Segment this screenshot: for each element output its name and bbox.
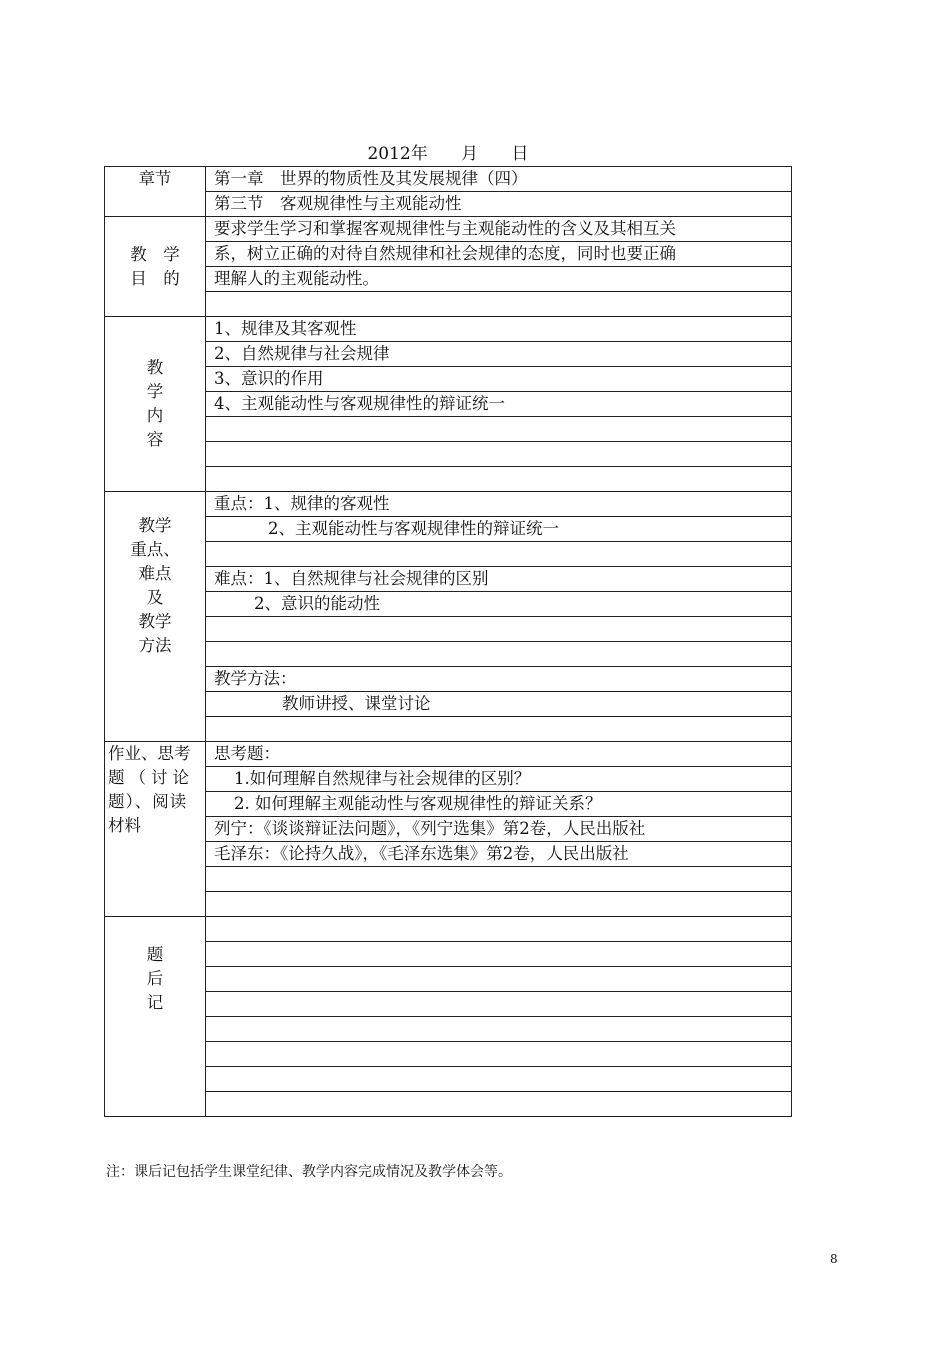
section-line: 第三节 客观规律性与主观能动性	[206, 192, 792, 217]
objective-line	[206, 292, 792, 317]
homework-line: 1.如何理解自然规律与社会规律的区别？	[206, 767, 792, 792]
postscript-line	[206, 942, 792, 967]
chapter-line: 第一章 世界的物质性及其发展规律（四）	[206, 167, 792, 192]
lesson-date	[104, 142, 792, 166]
keypoints-label-line: 教学	[138, 612, 172, 631]
homework-label-line: 题（讨论	[108, 768, 194, 787]
homework-label-line: 题）、阅读	[108, 792, 188, 811]
postscript-label-char: 后	[146, 969, 164, 988]
homework-label-line: 作业、思考	[108, 744, 191, 763]
content-line	[206, 467, 792, 492]
content-line: 2、自然规律与社会规律	[206, 342, 792, 367]
postscript-line	[206, 1092, 792, 1117]
objective-label-line: 教 学	[130, 244, 180, 264]
chapter-row	[105, 192, 792, 217]
keypoints-line	[206, 717, 792, 742]
postscript-label-char: 题	[146, 945, 164, 964]
postscript-line	[206, 1067, 792, 1092]
homework-line	[206, 892, 792, 917]
keypoints-label-line: 重点、	[130, 540, 180, 559]
keypoints-line: 2、主观能动性与客观规律性的辩证统一	[206, 517, 792, 542]
content-line: 4、主观能动性与客观规律性的辩证统一	[206, 392, 792, 417]
keypoints-line: 2、意识的能动性	[206, 592, 792, 617]
homework-line: 列宁：《谈谈辩证法问题》，《列宁选集》第2卷，人民出版社	[206, 817, 792, 842]
keypoints-line	[206, 542, 792, 567]
content-label	[105, 317, 206, 492]
objective-label	[105, 217, 206, 317]
postscript-row	[105, 917, 792, 942]
keypoints-label-line: 教学	[138, 516, 172, 535]
postscript-label	[105, 917, 206, 1117]
content-label-char: 教	[146, 358, 164, 377]
chapter-row	[105, 167, 792, 192]
postscript-line	[206, 992, 792, 1017]
content-label-char: 内	[146, 406, 164, 425]
content-line: 1、规律及其客观性	[206, 317, 792, 342]
objective-line: 要求学生学习和掌握客观规律性与主观能动性的含义及其相互关	[206, 217, 792, 242]
objective-row	[105, 217, 792, 242]
objective-line: 理解人的主观能动性。	[206, 267, 792, 292]
content-label-char: 容	[146, 430, 164, 449]
content-line: 3、意识的作用	[206, 367, 792, 392]
lesson-plan-table	[104, 166, 792, 1117]
postscript-line	[206, 917, 792, 942]
homework-line: 毛泽东：《论持久战》，《毛泽东选集》第2卷，人民出版社	[206, 842, 792, 867]
date-day: 日	[511, 144, 529, 164]
keypoints-line: 难点：1、自然规律与社会规律的区别	[206, 567, 792, 592]
homework-line: 2. 如何理解主观能动性与客观规律性的辩证关系？	[206, 792, 792, 817]
keypoints-label	[105, 492, 206, 742]
date-year: 2012年	[367, 144, 428, 164]
content-row	[105, 317, 792, 342]
page-number: 8	[830, 1252, 838, 1266]
chapter-label: 章节	[105, 167, 206, 217]
content-label-char: 学	[146, 382, 164, 401]
keypoints-label-line: 难点	[138, 564, 172, 583]
keypoints-line: 教师讲授、课堂讨论	[206, 692, 792, 717]
keypoints-row	[105, 492, 792, 517]
homework-line	[206, 867, 792, 892]
keypoints-line	[206, 617, 792, 642]
date-month: 月	[461, 144, 479, 164]
content-line	[206, 442, 792, 467]
postscript-label-char: 记	[146, 993, 164, 1012]
postscript-line	[206, 1042, 792, 1067]
keypoints-label-line: 方法	[138, 636, 172, 655]
keypoints-line: 教学方法：	[206, 667, 792, 692]
keypoints-line	[206, 642, 792, 667]
objective-line: 系，树立正确的对待自然规律和社会规律的态度，同时也要正确	[206, 242, 792, 267]
homework-line: 思考题：	[206, 742, 792, 767]
homework-label	[105, 742, 206, 917]
content-line	[206, 417, 792, 442]
homework-label-line: 材料	[108, 816, 141, 835]
objective-label-line: 目 的	[130, 268, 180, 288]
homework-row	[105, 742, 792, 767]
keypoints-line: 重点：1、规律的客观性	[206, 492, 792, 517]
postscript-line	[206, 967, 792, 992]
keypoints-label-line: 及	[146, 588, 164, 607]
postscript-line	[206, 1017, 792, 1042]
footnote: 注：课后记包括学生课堂纪律、教学内容完成情况及教学体会等。	[106, 1164, 512, 1180]
